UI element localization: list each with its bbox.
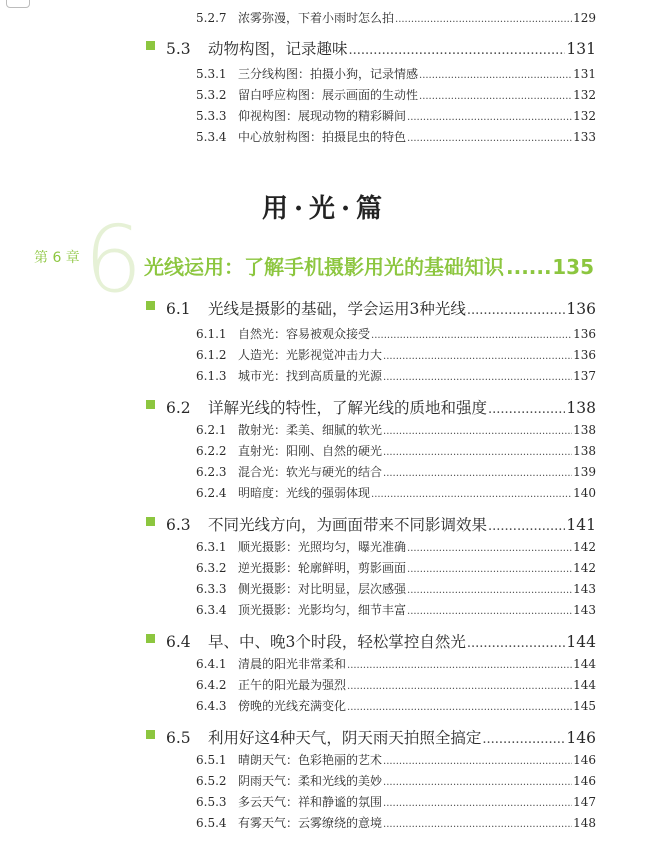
entry-title: 多云天气：祥和静谧的氛围 — [238, 795, 383, 809]
entry-number: 6.1.2 — [196, 348, 227, 362]
section-bullet — [146, 517, 155, 526]
entry-title: 明暗度：光线的强弱体现 — [238, 486, 371, 500]
entry-page: 147 — [573, 795, 596, 809]
toc-entry[interactable] — [196, 580, 596, 597]
part-title: 用·光·篇 — [261, 194, 389, 224]
entry-number: 6.5.4 — [196, 816, 227, 830]
dot-leader — [383, 777, 572, 788]
entry-title: 浓雾弥漫，下着小雨时怎么拍 — [238, 11, 395, 25]
entry-number: 5.3.4 — [196, 130, 227, 144]
dot-leader — [383, 819, 572, 830]
entry-page: 146 — [573, 753, 596, 767]
section-title: 不同光线方向，为画面带来不同影调效果 — [208, 516, 488, 534]
entry-title: 城市光：找到高质量的光源 — [238, 369, 383, 383]
section-page: 141 — [566, 516, 596, 534]
entry-page: 132 — [573, 109, 596, 123]
entry-page: 136 — [573, 327, 596, 341]
entry-page: 138 — [573, 423, 596, 437]
toc-entry[interactable] — [196, 463, 596, 480]
entry-page: 140 — [573, 486, 596, 500]
entry-title: 顶光摄影：光影均匀，细节丰富 — [238, 603, 407, 617]
section-bullet — [146, 730, 155, 739]
entry-page: 132 — [573, 88, 596, 102]
entry-title: 直射光：阳刚、自然的硬光 — [238, 444, 383, 458]
section-number: 6.4 — [166, 633, 191, 651]
entry-number: 5.3.3 — [196, 109, 227, 123]
toc-entry[interactable] — [196, 484, 596, 501]
entry-page: 139 — [573, 465, 596, 479]
section-title: 动物构图，记录趣味 — [208, 40, 348, 58]
entry-number: 6.4.2 — [196, 678, 227, 692]
entry-title: 顺光摄影：光照均匀，曝光准确 — [238, 540, 407, 554]
dot-leader — [407, 112, 572, 123]
toc-section[interactable] — [166, 630, 596, 652]
section-page: 138 — [566, 399, 596, 417]
toc-section[interactable] — [166, 37, 596, 59]
chapter-page: 135 — [552, 255, 594, 279]
dot-leader — [383, 372, 572, 383]
section-page: 146 — [566, 729, 596, 747]
entry-number: 6.3.1 — [196, 540, 227, 554]
toc-entry[interactable] — [196, 559, 596, 576]
toc-entry[interactable] — [196, 367, 596, 384]
entry-title: 中心放射构图：拍摄昆虫的特色 — [238, 130, 407, 144]
toc-entry[interactable] — [196, 538, 596, 555]
section-page: 136 — [566, 300, 596, 318]
entry-number: 6.5.1 — [196, 753, 227, 767]
dot-leader — [383, 798, 572, 809]
entry-title: 晴朗天气：色彩艳丽的艺术 — [238, 753, 383, 767]
entry-number: 6.3.3 — [196, 582, 227, 596]
dot-leader — [349, 43, 566, 58]
entry-title: 自然光：容易被观众接受 — [238, 327, 371, 341]
dot-leader — [347, 702, 572, 713]
entry-title: 阴雨天气：柔和光线的美妙 — [238, 774, 383, 788]
dot-leader — [371, 330, 572, 341]
dot-leader — [488, 402, 565, 417]
dot-leader — [383, 756, 572, 767]
dot-leader — [419, 70, 572, 81]
toc-entry[interactable] — [196, 107, 596, 124]
entry-page: 144 — [573, 657, 596, 671]
section-number: 6.5 — [166, 729, 191, 747]
dot-leader — [506, 255, 550, 279]
toc-entry[interactable] — [196, 793, 596, 810]
entry-number: 6.5.2 — [196, 774, 227, 788]
dot-leader — [467, 636, 566, 651]
dot-leader — [347, 681, 572, 692]
entry-title: 仰视构图：展现动物的精彩瞬间 — [238, 109, 407, 123]
toc-entry[interactable] — [196, 814, 596, 831]
entry-page: 129 — [573, 11, 596, 25]
dot-leader — [467, 303, 566, 318]
toc-entry[interactable] — [196, 772, 596, 789]
entry-title: 傍晚的光线充满变化 — [238, 699, 347, 713]
toc-entry[interactable] — [196, 421, 596, 438]
entry-title: 混合光：软光与硬光的结合 — [238, 465, 383, 479]
section-title: 利用好这4种天气，阴天雨天拍照全搞定 — [208, 729, 482, 747]
dot-leader — [407, 585, 572, 596]
toc-entry[interactable] — [196, 9, 596, 26]
dot-leader — [482, 732, 565, 747]
toc-entry[interactable] — [196, 655, 596, 672]
section-bullet — [146, 634, 155, 643]
entry-page: 136 — [573, 348, 596, 362]
dot-leader — [383, 447, 572, 458]
entry-title: 逆光摄影：轮廓鲜明，剪影画面 — [238, 561, 407, 575]
toc-section[interactable] — [166, 726, 596, 748]
toc-section[interactable] — [166, 513, 596, 535]
section-number: 5.3 — [166, 40, 191, 58]
toc-entry[interactable] — [196, 676, 596, 693]
entry-number: 6.1.3 — [196, 369, 227, 383]
entry-number: 6.3.4 — [196, 603, 227, 617]
section-number: 6.2 — [166, 399, 191, 417]
chapter-label: 第 6 章 — [34, 250, 80, 266]
entry-page: 131 — [573, 67, 596, 81]
entry-number: 6.4.3 — [196, 699, 227, 713]
dot-leader — [407, 543, 572, 554]
entry-page: 142 — [573, 561, 596, 575]
entry-number: 6.2.2 — [196, 444, 227, 458]
section-number: 6.3 — [166, 516, 191, 534]
dot-leader — [395, 14, 572, 25]
entry-title: 留白呼应构图：展示画面的生动性 — [238, 88, 419, 102]
dot-leader — [347, 660, 572, 671]
chapter-title-row[interactable] — [144, 251, 594, 280]
entry-title: 人造光：光影视觉冲击力大 — [238, 348, 383, 362]
dot-leader — [371, 489, 572, 500]
section-number: 6.1 — [166, 300, 191, 318]
entry-page: 145 — [573, 699, 596, 713]
page-corner-tab — [6, 0, 30, 8]
entry-page: 138 — [573, 444, 596, 458]
dot-leader — [488, 519, 565, 534]
entry-number: 6.2.3 — [196, 465, 227, 479]
dot-leader — [407, 564, 572, 575]
section-title: 早、中、晚3个时段，轻松掌控自然光 — [208, 633, 466, 651]
section-bullet — [146, 400, 155, 409]
entry-number: 6.1.1 — [196, 327, 227, 341]
toc-entry[interactable] — [196, 86, 596, 103]
entry-title: 正午的阳光最为强烈 — [238, 678, 347, 692]
entry-number: 5.2.7 — [196, 11, 227, 25]
entry-title: 三分线构图：拍摄小狗，记录情感 — [238, 67, 419, 81]
dot-leader — [407, 133, 572, 144]
toc-entry[interactable] — [196, 442, 596, 459]
toc-entry[interactable] — [196, 325, 596, 342]
entry-page: 146 — [573, 774, 596, 788]
entry-page: 133 — [573, 130, 596, 144]
entry-page: 143 — [573, 603, 596, 617]
entry-page: 137 — [573, 369, 596, 383]
section-bullet — [146, 301, 155, 310]
entry-number: 5.3.2 — [196, 88, 227, 102]
entry-page: 143 — [573, 582, 596, 596]
toc-entry[interactable] — [196, 601, 596, 618]
toc-section[interactable] — [166, 297, 596, 319]
section-page: 131 — [566, 40, 596, 58]
entry-page: 148 — [573, 816, 596, 830]
entry-page: 142 — [573, 540, 596, 554]
toc-section[interactable] — [166, 396, 596, 418]
entry-number: 6.2.1 — [196, 423, 227, 437]
section-page: 144 — [566, 633, 596, 651]
entry-number: 5.3.1 — [196, 67, 227, 81]
dot-leader — [407, 606, 572, 617]
dot-leader — [383, 351, 572, 362]
entry-title: 散射光：柔美、细腻的软光 — [238, 423, 383, 437]
section-title: 详解光线的特性，了解光线的质地和强度 — [208, 399, 488, 417]
toc-entry[interactable] — [196, 751, 596, 768]
section-title: 光线是摄影的基础，学会运用3种光线 — [208, 300, 466, 318]
entry-title: 清晨的阳光非常柔和 — [238, 657, 347, 671]
entry-number: 6.4.1 — [196, 657, 227, 671]
entry-title: 侧光摄影：对比明显，层次感强 — [238, 582, 407, 596]
entry-number: 6.2.4 — [196, 486, 227, 500]
dot-leader — [383, 426, 572, 437]
dot-leader — [383, 468, 572, 479]
toc-entry[interactable] — [196, 128, 596, 145]
section-bullet — [146, 41, 155, 50]
dot-leader — [419, 91, 572, 102]
chapter-title: 光线运用：了解手机摄影用光的基础知识 — [144, 255, 504, 279]
chapter-big-number: 6 — [84, 206, 143, 313]
toc-entry[interactable] — [196, 346, 596, 363]
entry-title: 有雾天气：云雾缭绕的意境 — [238, 816, 383, 830]
entry-number: 6.5.3 — [196, 795, 227, 809]
toc-entry[interactable] — [196, 65, 596, 82]
toc-entry[interactable] — [196, 697, 596, 714]
entry-number: 6.3.2 — [196, 561, 227, 575]
entry-page: 144 — [573, 678, 596, 692]
